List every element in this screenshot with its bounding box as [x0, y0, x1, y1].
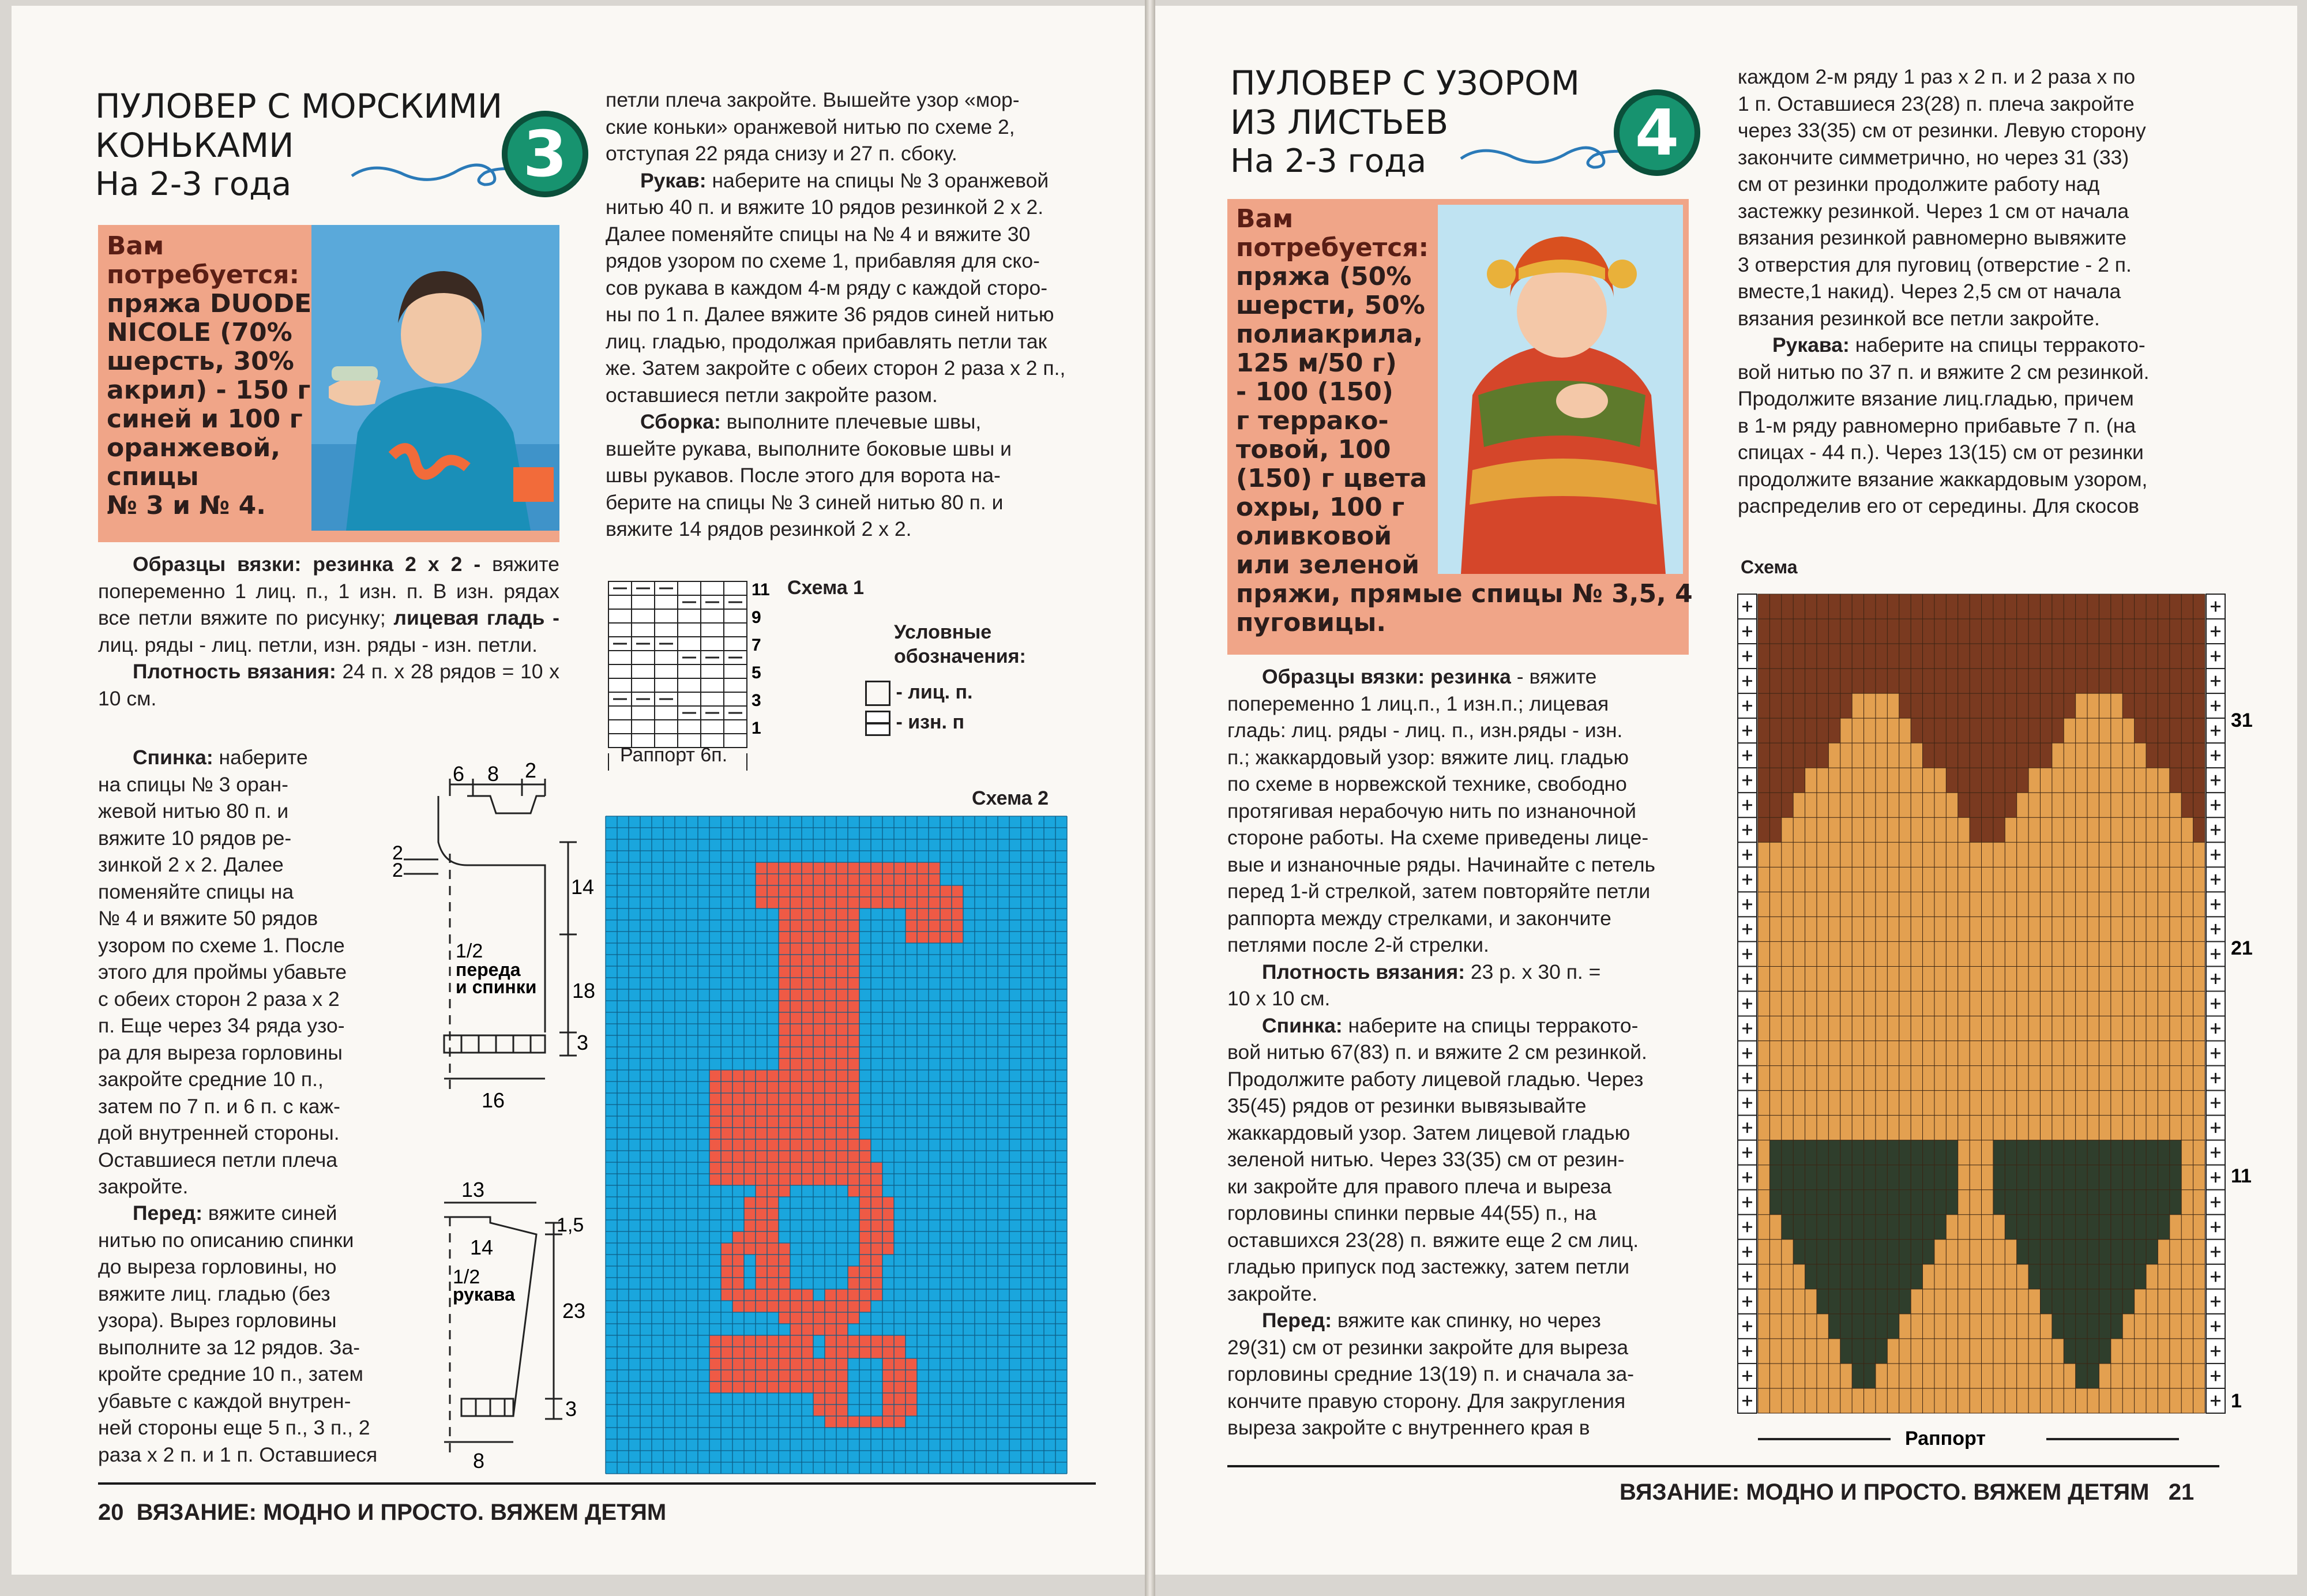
footer-rule-left: [98, 1482, 1096, 1485]
text-line: петлями после 2-й стрелки.: [1227, 933, 1489, 956]
right-col2-text: [1738, 63, 2245, 520]
text-line: раза х 2 п. и 1 п. Оставшиеся: [98, 1443, 378, 1466]
left-spinka-text: [98, 744, 401, 1200]
text-line: швы рукавов. После этого для ворота на-: [606, 464, 1001, 487]
text-line: 1 п. Оставшиеся 23(28) п. плеча закройте: [1738, 92, 2135, 115]
text-line: закройте средние 10 п.,: [98, 1068, 324, 1091]
text-line: жевой нитью 80 п. и: [98, 799, 289, 823]
left-col1-intro: Образцы вязки: резинка 2 х 2 - вяжите попеременно 1 лиц. п., 1 изн. п. В изн. рядах все петли вяжите по рисунку; лицевая гладь - лиц. ряды - лиц. петли, изн. ряды - изн. петли. Плотность вязания: 24 п. x 28 рядов = 10 x 10 см.: [98, 553, 559, 710]
text-line: Оставшиеся петли плеча: [98, 1148, 338, 1171]
text-line: закройте.: [98, 1175, 189, 1198]
text-line: Спинка: наберите: [133, 746, 308, 769]
wave-ornament-right: [1458, 136, 1631, 176]
text-line: кончите правую сторону. Для закругления: [1227, 1389, 1626, 1413]
boy-photo: [311, 225, 559, 531]
left-title-line1: ПУЛОВЕР С МОРСКИМИ: [95, 87, 503, 126]
text-line: через 33(35) см от резинки. Левую сторону: [1738, 119, 2146, 142]
legend: [894, 620, 1026, 669]
right-title-line2: ИЗ ЛИСТЬЕВ: [1230, 103, 1449, 142]
text-line: ней стороны еще 5 п., 3 п., 2: [98, 1416, 370, 1439]
materials-text-right: Вам потребуется: пряжа (50% шерсти, 50% полиакрила, 125 м/50 г) - 100 (150) г террако- товой, 100 (150) г цвета охры, 100 г оливковой или зеленой пряжи, прямые спицы № 3,5, 4 пуговицы.: [1236, 204, 1693, 637]
text-line: п.; жаккардовый узор: вяжите лиц. гладью: [1227, 745, 1629, 769]
text-line: лиц. гладью, продолжая прибавлять петли так: [606, 329, 1047, 353]
text-line: продолжите вязание жаккардовым узором,: [1738, 467, 2148, 491]
dim-14: 14: [571, 875, 595, 899]
text-line: вой нитью по 37 п. и вяжите 2 см резинкой.: [1738, 360, 2150, 384]
text-line: вой нитью 67(83) п. и вяжите 2 см резинкой.: [1227, 1041, 1647, 1064]
text-line: вместе,1 накид). Через 2,5 см от начала: [1738, 280, 2121, 303]
text-line: отступая 22 ряда снизу и 27 п. сбоку.: [606, 142, 957, 165]
pattern-number-badge-right: 4: [1614, 89, 1700, 176]
text-line: выполните за 12 рядов. За-: [98, 1335, 360, 1359]
scheme1-row-label: 5: [752, 663, 761, 682]
text-line: Далее поменяйте спицы на № 4 и вяжите 30: [606, 222, 1031, 246]
scheme1-row-label: 9: [752, 608, 761, 627]
text-line: узором по схеме 1. После: [98, 933, 345, 957]
page-number-left: 20: [98, 1500, 124, 1525]
text-line: по схеме в норвежской технике, свободно: [1227, 772, 1627, 795]
text-line: сов рукава в каждом 4-м ряду с каждой сторо-: [606, 276, 1048, 299]
legend-knit: - лиц. п.: [865, 681, 973, 706]
text-line: гладь: лиц. ряды - лиц. п., изн.ряды - изн.: [1227, 719, 1623, 742]
scheme1-row-label: 1: [752, 719, 761, 738]
text-line: Спинка: наберите на спицы терракото-: [1262, 1013, 1639, 1037]
scheme-title-right: Схема: [1741, 557, 1798, 577]
dim-left-2a: 2: [392, 842, 403, 864]
text-line: раппорта между стрелками, и закончите: [1227, 906, 1611, 930]
text-line: вые и изнаночные ряды. Начинайте с петель: [1227, 853, 1656, 876]
text-line: вяжите 14 рядов резинкой 2 х 2.: [606, 517, 912, 540]
text-line: Перед: вяжите синей: [133, 1201, 337, 1225]
dim-3: 3: [577, 1031, 589, 1054]
footer-text-right: ВЯЗАНИЕ: МОДНО И ПРОСТО. ВЯЖЕМ ДЕТЯМ: [1620, 1479, 2150, 1505]
text-line: нитью по описанию спинки: [98, 1228, 354, 1252]
row-mark-1: 1: [2231, 1390, 2242, 1412]
half-front-label-1: 1/2: [456, 940, 483, 962]
dim-23: 23: [562, 1299, 586, 1323]
text-line: жаккардовый узор. Затем лицевой гладью: [1227, 1121, 1630, 1144]
legend-title-1: Условные: [894, 621, 992, 643]
text-line: № 4 и вяжите 50 рядов: [98, 907, 318, 930]
half-sleeve-label-1: 1/2: [453, 1266, 480, 1288]
text-line: распределив его от середины. Для скосов: [1738, 494, 2139, 517]
half-front-label-2: переда: [456, 959, 521, 980]
text-line: поменяйте спицы на: [98, 880, 294, 903]
text-line: стороне работы. На схеме приведены лице-: [1227, 826, 1649, 849]
text-line: закройте.: [1227, 1282, 1318, 1305]
text-line: нитью 40 п. и вяжите 10 рядов резинкой 2 х 2.: [606, 196, 1044, 219]
right-page: [1155, 6, 2297, 1575]
text-line: узора). Вырез горловины: [98, 1309, 337, 1332]
text-line: протягивая нерабочую нить по изнаночной: [1227, 799, 1636, 823]
dim-13: 13: [461, 1178, 485, 1201]
text-line: попеременно 1 лиц.п., 1 изн.п.; лицевая: [1227, 692, 1609, 715]
dim-2: 2: [525, 758, 537, 782]
scheme1-title: Схема 1: [787, 577, 865, 599]
legend-purl: - изн. п: [865, 711, 964, 736]
text-line: ки закройте для правого плеча и выреза: [1227, 1174, 1612, 1198]
left-footer: [98, 1500, 666, 1526]
text-line: 3 отверстия для пуговиц (отверстие - 2 п.: [1738, 253, 2132, 276]
text-line: Плотность вязания: 23 р. x 30 п. =: [1262, 960, 1601, 983]
text-line: 10 x 10 см.: [1227, 987, 1331, 1010]
text-line: на спицы № 3 оран-: [98, 772, 288, 796]
text-line: ские коньки» оранжевой нитью по схеме 2,: [606, 115, 1015, 138]
knit-symbol-icon: [865, 681, 891, 706]
pattern-number-badge: 3: [502, 111, 588, 197]
text-line: ра для выреза горловины: [98, 1041, 343, 1064]
dim-sleeve-3: 3: [565, 1397, 577, 1421]
row-mark-21: 21: [2231, 937, 2253, 959]
right-footer: [1620, 1479, 2194, 1505]
text-line: же. Затем закройте с обеих сторон 2 раза х 2 п.,: [606, 356, 1066, 380]
footer-rule-right: [1227, 1465, 2219, 1467]
dim-16: 16: [482, 1088, 505, 1112]
text-line: рядов узором по схеме 1, прибавляя для ско-: [606, 249, 1040, 272]
row-mark-11: 11: [2231, 1165, 2252, 1187]
scheme1-row-label: 7: [752, 636, 761, 655]
scheme1-rapport: Раппорт 6п.: [620, 744, 728, 766]
garment-schematic: [392, 758, 623, 1488]
dim-sleeve-14: 14: [470, 1236, 494, 1259]
text-line: Продолжите работу лицевой гладью. Через: [1227, 1067, 1644, 1091]
materials-text: Вам потребуется: пряжа DUODE NICOLE (70% шерсть, 30% акрил) - 150 г синей и 100 г оранжевой, спицы № 3 и № 4.: [107, 231, 312, 520]
text-line: 29(31) см от резинки закройте для выреза: [1227, 1335, 1629, 1359]
right-title-line1: ПУЛОВЕР С УЗОРОМ: [1230, 63, 1580, 103]
text-line: зеленой нитью. Через 33(35) см от резин-: [1227, 1148, 1625, 1171]
text-line: перед 1-й стрелкой, затем повторяйте петли: [1227, 880, 1651, 903]
dim-8: 8: [487, 762, 499, 786]
scheme1-row-label: 11: [752, 580, 770, 599]
text-line: Продолжите вязание лиц.гладью, причем: [1738, 387, 2134, 410]
text-line: Рукав: наберите на спицы № 3 оранжевой: [640, 168, 1049, 192]
text-line: зинкой 2 х 2. Далее: [98, 853, 284, 876]
text-line: закончите симметрично, но через 31 (33): [1738, 145, 2129, 169]
right-col1-text: [1227, 663, 1689, 1441]
text-line: Сборка: выполните плечевые швы,: [640, 410, 982, 433]
text-line: до выреза горловины, но: [98, 1255, 337, 1278]
text-line: спицах - 44 п.). Через 13(15) см от резинки: [1738, 441, 2144, 464]
legend-title-2: обозначения:: [894, 645, 1026, 667]
text-line: убавьте с каждой внутрен-: [98, 1389, 351, 1413]
dim-1-5: 1,5: [557, 1214, 584, 1236]
text-line: гладью припуск под застежку, затем петли: [1227, 1255, 1630, 1278]
leaf-jacquard-chart: [1735, 588, 2254, 1454]
text-line: берите на спицы № 3 синей нитью 80 п. и: [606, 490, 1004, 514]
scheme1-row-label: 3: [752, 691, 761, 710]
text-line: 35(45) рядов от резинки вывязывайте: [1227, 1094, 1587, 1117]
row-mark-31: 31: [2231, 709, 2253, 731]
text-line: с обеих сторон 2 раза х 2: [98, 987, 340, 1011]
text-line: вязания резинкой все петли закройте.: [1738, 306, 2100, 330]
left-pered-text: [98, 1200, 401, 1468]
half-sleeve-label-2: рукава: [453, 1284, 515, 1305]
text-line: п. Еще через 34 ряда узо-: [98, 1014, 345, 1037]
girl-photo: [1438, 205, 1683, 574]
text-line: вшейте рукава, выполните боковые швы и: [606, 437, 1012, 460]
half-front-label-3: и спинки: [456, 977, 537, 997]
left-page: [12, 6, 1145, 1575]
left-col2-text: [606, 87, 1113, 543]
text-line: Образцы вязки: резинка - вяжите: [1262, 665, 1597, 688]
text-line: вяжите лиц. гладью (без: [98, 1282, 330, 1305]
dim-6: 6: [453, 762, 465, 786]
text-line: горловины спинки первые 44(55) п., на: [1227, 1201, 1596, 1225]
dim-8-sleeve: 8: [473, 1449, 485, 1473]
scheme2-title: Схема 2: [972, 787, 1049, 809]
text-line: каждом 2-м ряду 1 раз х 2 п. и 2 раза х по: [1738, 65, 2136, 88]
text-line: горловины средние 13(19) п. и сначала за-: [1227, 1362, 1635, 1385]
wave-ornament-left: [349, 153, 522, 193]
page-number-right: 21: [2168, 1479, 2195, 1505]
text-line: оставшиеся петли закройте разом.: [606, 383, 938, 407]
text-line: петли плеча закройте. Вышейте узор «мор-: [606, 88, 1020, 111]
text-line: этого для проймы убавьте: [98, 960, 347, 983]
text-line: см от резинки продолжите работу над: [1738, 172, 2100, 196]
dim-left-2b: 2: [392, 859, 403, 881]
text-line: выреза закройте с внутреннего края в: [1227, 1416, 1590, 1439]
text-line: оставшихся 23(28) п. вяжите еще 2 см лиц.: [1227, 1228, 1639, 1252]
text-line: застежку резинкой. Через 1 см от начала: [1738, 199, 2129, 223]
text-line: дой внутренней стороны.: [98, 1121, 340, 1144]
scheme1-grid: [606, 577, 770, 767]
left-subtitle: На 2-3 года: [95, 166, 292, 203]
text-line: вяжите 10 рядов ре-: [98, 826, 292, 850]
scheme2-seahorse-chart: [606, 816, 1067, 1474]
dim-18: 18: [572, 979, 596, 1002]
text-line: Рукава: наберите на спицы терракото-: [1772, 333, 2146, 356]
text-line: вязания резинкой равномерно вывяжите: [1738, 226, 2127, 249]
left-title-line2: КОНЬКАМИ: [95, 126, 294, 165]
purl-symbol-icon: [865, 711, 891, 736]
book-spine: [1145, 0, 1155, 1596]
text-line: Перед: вяжите как спинку, но через: [1262, 1309, 1601, 1332]
right-subtitle: На 2-3 года: [1230, 142, 1427, 180]
rapport-label: Раппорт: [1905, 1428, 1986, 1449]
text-line: в 1-м ряду равномерно прибавьте 7 п. (на: [1738, 414, 2136, 437]
text-line: ны по 1 п. Далее вяжите 36 рядов синей нитью: [606, 303, 1054, 326]
text-line: кройте средние 10 п., затем: [98, 1362, 363, 1385]
text-line: затем по 7 п. и 6 п. с каж-: [98, 1094, 340, 1118]
footer-text-left: ВЯЗАНИЕ: МОДНО И ПРОСТО. ВЯЖЕМ ДЕТЯМ: [136, 1500, 667, 1525]
